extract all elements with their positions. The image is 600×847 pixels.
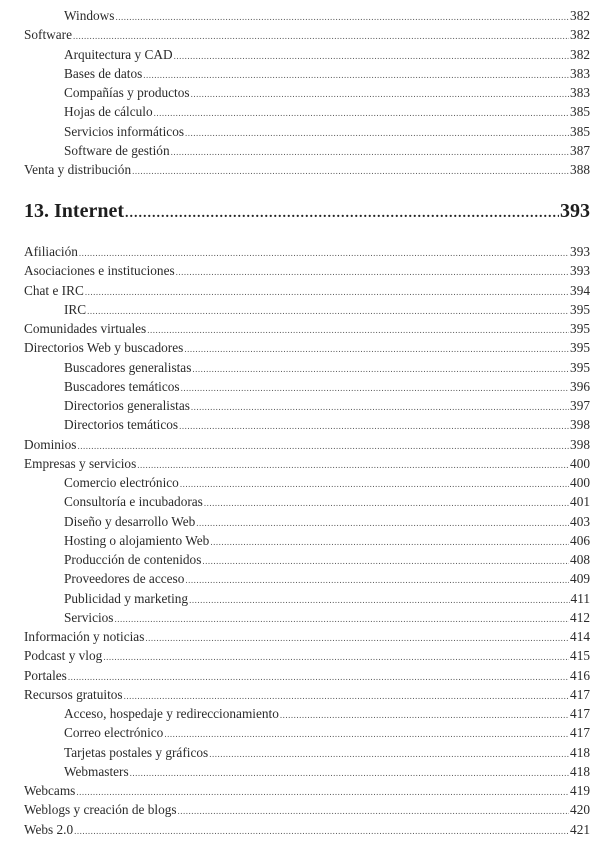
toc-subentry xyxy=(24,83,590,102)
entry-label: Producción de contenidos xyxy=(64,552,202,567)
dot-leader xyxy=(115,610,570,629)
toc-subentry xyxy=(24,762,590,781)
dot-leader xyxy=(154,104,569,123)
entry-page: 417 xyxy=(570,706,590,721)
entry-label: Compañías y productos xyxy=(64,85,190,100)
entry-page: 409 xyxy=(570,571,590,587)
entry-label: Publicidad y marketing xyxy=(64,590,189,606)
entry-label: Hojas de cálculo xyxy=(64,104,153,120)
dot-leader xyxy=(87,302,569,321)
dot-leader xyxy=(125,200,559,228)
toc-subentry xyxy=(24,396,590,415)
dot-leader xyxy=(185,571,569,590)
entry-page: 406 xyxy=(570,532,590,548)
entry-page: 388 xyxy=(570,162,590,177)
entry-page: 398 xyxy=(570,417,590,433)
toc-section-internet xyxy=(24,242,590,839)
entry-label: Bases de datos xyxy=(64,65,143,81)
dot-leader xyxy=(176,263,569,282)
dot-leader xyxy=(180,475,569,494)
toc-subentry xyxy=(24,300,590,319)
toc-subentry xyxy=(24,358,590,377)
dot-leader xyxy=(174,47,569,66)
entry-page: 412 xyxy=(570,609,590,625)
chapter-title: 13. Internet xyxy=(24,200,124,222)
dot-leader xyxy=(191,85,569,104)
entry-label: Podcast y vlog xyxy=(24,648,103,664)
entry-label: Buscadores temáticos xyxy=(64,378,180,394)
entry-label: IRC xyxy=(64,301,87,317)
dot-leader xyxy=(164,725,569,744)
toc-subentry xyxy=(24,492,590,511)
entry-label: Servicios xyxy=(64,609,114,625)
toc-subentry xyxy=(24,723,590,742)
toc-subentry xyxy=(24,6,590,25)
toc-subentry xyxy=(24,589,590,608)
toc-subentry xyxy=(24,122,590,141)
toc-subentry xyxy=(24,64,590,83)
dot-leader xyxy=(280,706,569,725)
entry-page: 394 xyxy=(570,282,590,298)
dot-leader xyxy=(147,321,569,340)
entry-label: Información y noticias xyxy=(24,629,145,644)
dot-leader xyxy=(171,143,569,162)
toc-entry xyxy=(24,338,590,357)
toc-entry xyxy=(24,242,590,261)
entry-label: Venta y distribución xyxy=(24,162,132,177)
toc-entry xyxy=(24,435,590,454)
entry-label: Directorios generalistas xyxy=(64,398,190,413)
toc-subentry xyxy=(24,102,590,121)
dot-leader xyxy=(196,514,569,533)
toc-subentry xyxy=(24,743,590,762)
entry-page: 420 xyxy=(570,802,590,818)
toc-section-previous xyxy=(24,6,590,179)
dot-leader xyxy=(145,629,569,648)
entry-page: 417 xyxy=(570,725,590,741)
entry-label: Weblogs y creación de blogs xyxy=(24,802,177,818)
toc-subentry xyxy=(24,608,590,627)
dot-leader xyxy=(204,494,569,513)
entry-label: Dominios xyxy=(24,436,77,452)
entry-page: 395 xyxy=(570,359,590,375)
entry-page: 383 xyxy=(570,85,590,100)
entry-label: Buscadores generalistas xyxy=(64,359,192,375)
toc-entry xyxy=(24,261,590,280)
entry-label: Consultoría e incubadoras xyxy=(64,494,203,510)
toc-entry xyxy=(24,160,590,179)
toc-entry xyxy=(24,820,590,839)
entry-label: Hosting o alojamiento Web xyxy=(64,532,210,548)
toc-subentry xyxy=(24,704,590,723)
entry-label: Arquitectura y CAD xyxy=(64,46,173,62)
entry-label: Portales xyxy=(24,667,67,683)
entry-page: 418 xyxy=(570,763,590,779)
entry-page: 419 xyxy=(570,783,590,798)
entry-page: 421 xyxy=(570,821,590,837)
dot-leader xyxy=(77,437,569,456)
toc-entry xyxy=(24,281,590,300)
dot-leader xyxy=(130,764,569,783)
dot-leader xyxy=(191,398,569,417)
entry-page: 395 xyxy=(570,301,590,317)
entry-page: 418 xyxy=(570,744,590,760)
toc-entry xyxy=(24,319,590,338)
entry-page: 382 xyxy=(570,8,590,23)
entry-label: Windows xyxy=(64,8,115,23)
dot-leader xyxy=(210,533,569,552)
toc-subentry xyxy=(24,473,590,492)
toc-entry xyxy=(24,781,590,800)
entry-page: 408 xyxy=(570,552,590,567)
toc-entry xyxy=(24,800,590,819)
entry-label: Asociaciones e instituciones xyxy=(24,263,175,279)
dot-leader xyxy=(143,66,569,85)
toc-subentry xyxy=(24,569,590,588)
toc-subentry xyxy=(24,45,590,64)
entry-page: 411 xyxy=(570,590,590,606)
entry-page: 415 xyxy=(570,648,590,664)
entry-label: Webcams xyxy=(24,783,76,798)
toc-subentry xyxy=(24,141,590,160)
dot-leader xyxy=(178,802,570,821)
entry-label: Tarjetas postales y gráficos xyxy=(64,744,209,760)
toc-subentry xyxy=(24,512,590,531)
dot-leader xyxy=(68,668,569,687)
entry-page: 400 xyxy=(570,475,590,490)
entry-label: Correo electrónico xyxy=(64,725,164,741)
dot-leader xyxy=(85,283,569,302)
entry-label: Webmasters xyxy=(64,763,129,779)
entry-label: Diseño y desarrollo Web xyxy=(64,513,196,529)
entry-label: Software de gestión xyxy=(64,142,170,158)
entry-label: Empresas y servicios xyxy=(24,455,137,471)
entry-label: Comercio electrónico xyxy=(64,475,179,490)
toc-subentry xyxy=(24,415,590,434)
entry-page: 403 xyxy=(570,513,590,529)
entry-label: Directorios Web y buscadores xyxy=(24,340,184,356)
dot-leader xyxy=(202,552,569,571)
toc-subentry xyxy=(24,550,590,569)
dot-leader xyxy=(181,379,569,398)
entry-page: 382 xyxy=(570,46,590,62)
toc-entry xyxy=(24,666,590,685)
entry-page: 383 xyxy=(570,65,590,81)
entry-label: Afiliación xyxy=(24,244,78,259)
toc-subentry xyxy=(24,531,590,550)
entry-label: Software xyxy=(24,27,72,43)
entry-label: Webs 2.0 xyxy=(24,821,74,837)
dot-leader xyxy=(103,648,569,667)
entry-label: Recursos gratuitos xyxy=(24,686,123,702)
entry-page: 393 xyxy=(570,263,590,279)
entry-page: 400 xyxy=(570,455,590,471)
dot-leader xyxy=(179,417,569,436)
entry-page: 387 xyxy=(570,142,590,158)
entry-page: 416 xyxy=(570,667,590,683)
dot-leader xyxy=(132,162,569,181)
dot-leader xyxy=(192,360,569,379)
dot-leader xyxy=(115,8,569,27)
dot-leader xyxy=(137,456,569,475)
chapter-heading xyxy=(24,197,590,225)
entry-page: 398 xyxy=(570,436,590,452)
toc-subentry xyxy=(24,377,590,396)
toc-entry xyxy=(24,646,590,665)
entry-page: 395 xyxy=(570,321,590,336)
dot-leader xyxy=(209,745,569,764)
entry-page: 382 xyxy=(570,27,590,43)
entry-page: 385 xyxy=(570,123,590,139)
entry-page: 414 xyxy=(570,629,590,644)
entry-page: 393 xyxy=(570,244,590,259)
dot-leader xyxy=(185,124,569,143)
entry-label: Servicios informáticos xyxy=(64,123,185,139)
entry-label: Chat e IRC xyxy=(24,282,84,298)
entry-page: 397 xyxy=(570,398,590,413)
toc-entry xyxy=(24,454,590,473)
entry-label: Acceso, hospedaje y redireccionamiento xyxy=(64,706,279,721)
entry-page: 396 xyxy=(570,378,590,394)
entry-page: 395 xyxy=(570,340,590,356)
entry-page: 417 xyxy=(570,686,590,702)
entry-label: Proveedores de acceso xyxy=(64,571,185,587)
entry-page: 401 xyxy=(570,494,590,510)
toc-entry xyxy=(24,627,590,646)
toc-entry xyxy=(24,685,590,704)
entry-label: Comunidades virtuales xyxy=(24,321,147,336)
toc-entry xyxy=(24,25,590,44)
chapter-page: 393 xyxy=(560,200,590,222)
dot-leader xyxy=(74,822,569,841)
entry-label: Directorios temáticos xyxy=(64,417,179,433)
entry-page: 385 xyxy=(570,104,590,120)
dot-leader xyxy=(184,340,569,359)
dot-leader xyxy=(189,591,569,610)
